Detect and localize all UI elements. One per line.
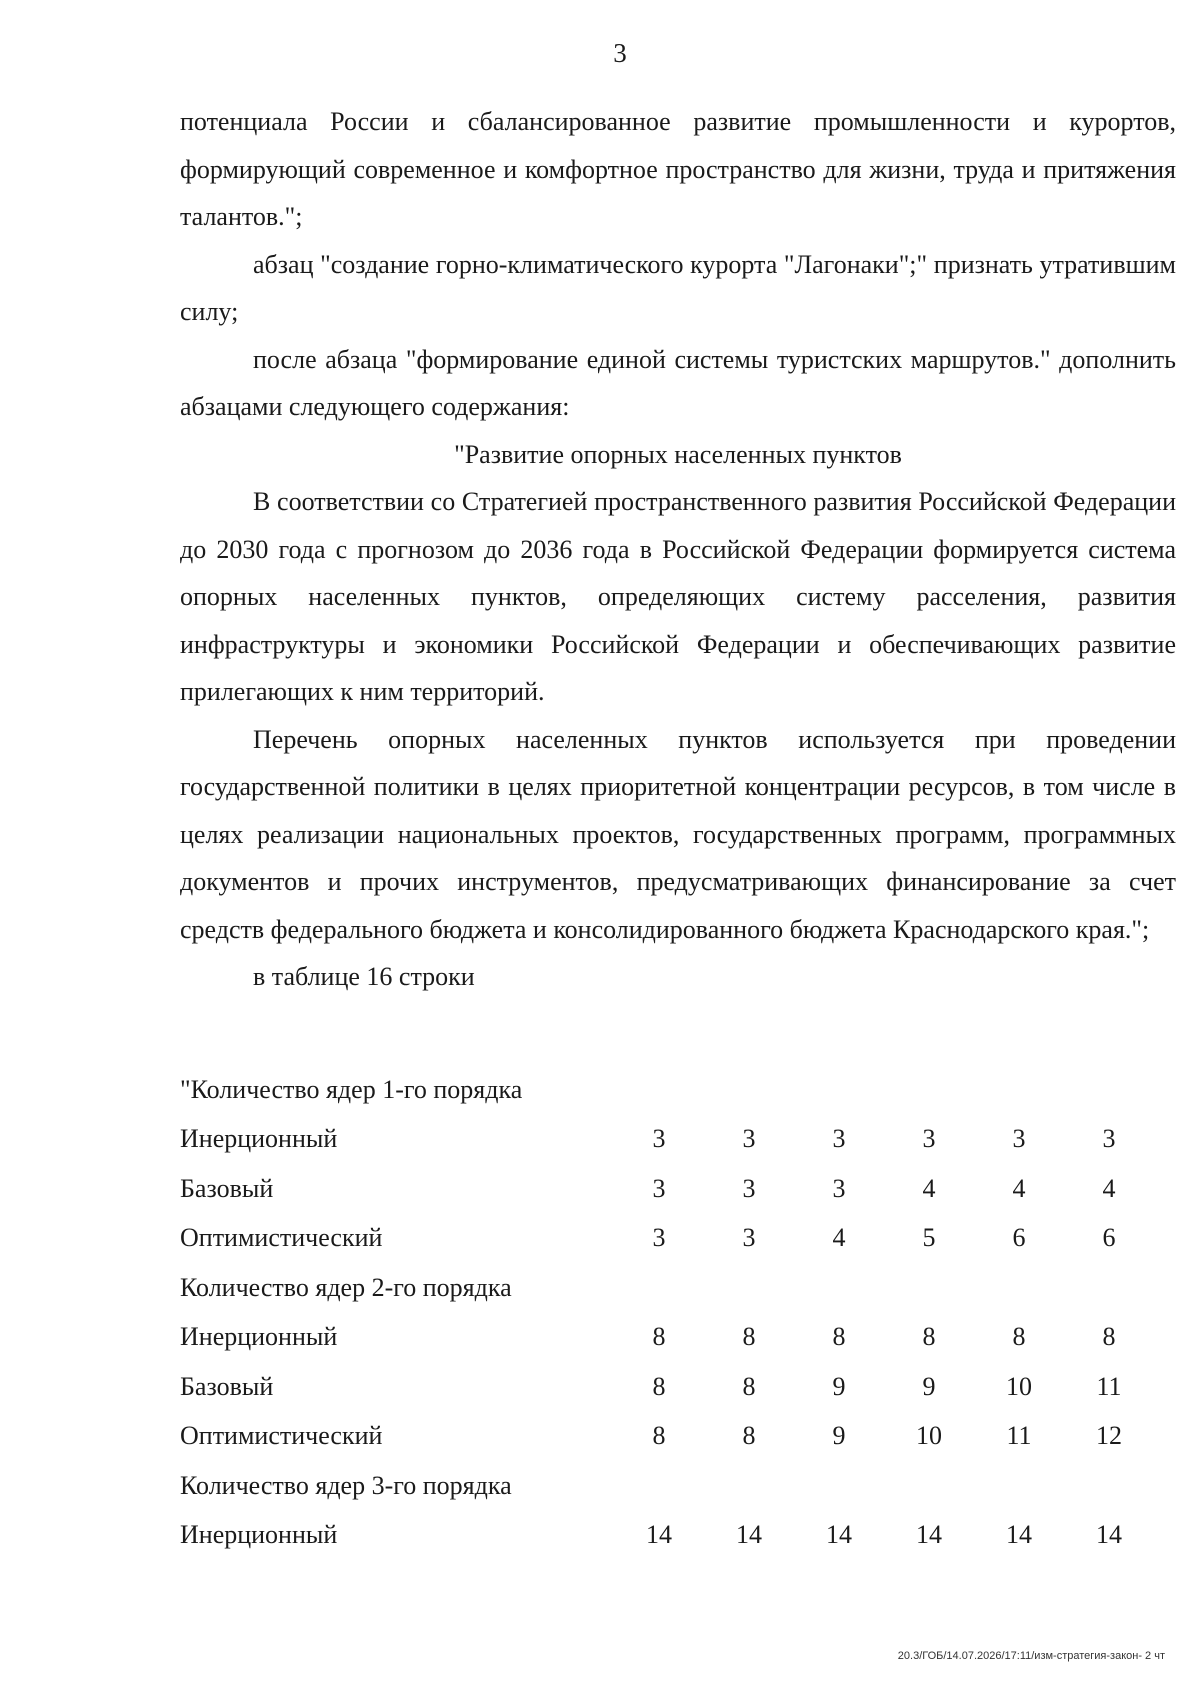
cell-value: 3 — [1012, 1124, 1026, 1154]
document-footer-code: 20.3/ГОБ/14.07.2026/17:11/изм-стратегия-закон- 2 чт — [897, 1650, 1165, 1662]
group-title: Количество ядер 2-го порядка — [180, 1272, 512, 1302]
paragraph: В соответствии со Стратегией пространственного развития Российской Федерации до 2030 года с прогнозом до 2036 года в Российской Федерации формируется система опорных населенных пунктов, определяющих систему расселения, развития инфраструктуры и экономики Российской Федерации и обеспечивающих развитие прилегающих к ним территорий. — [180, 487, 1176, 706]
paragraph: потенциала России и сбалансированное развитие промышленности и курортов, формирующий современное и комфортное пространство для жизни, труда и притяжения талантов."; — [180, 107, 1176, 231]
row-label: Базовый — [180, 1371, 274, 1401]
cell-value: 11 — [1096, 1371, 1122, 1401]
cell-value: 14 — [736, 1520, 762, 1550]
table-row — [180, 1511, 1154, 1561]
row-label: Инерционный — [180, 1520, 338, 1550]
cell-value: 14 — [826, 1520, 852, 1550]
group-title: Количество ядер 3-го порядка — [180, 1470, 512, 1500]
cell-value: 3 — [832, 1124, 846, 1154]
cell-value: 10 — [916, 1421, 942, 1451]
table-group-header — [180, 1263, 1154, 1313]
cell-value: 14 — [916, 1520, 942, 1550]
cell-value: 4 — [1102, 1173, 1116, 1203]
paragraph: абзац "создание горно-климатического курорта "Лагонаки";" признать утратившим силу; — [180, 249, 1176, 326]
row-label: Инерционный — [180, 1322, 338, 1352]
cell-value: 8 — [1012, 1322, 1026, 1352]
table-row — [180, 1115, 1154, 1165]
paragraph: после абзаца "формирование единой системы туристских маршрутов." дополнить абзацами следующего содержания: — [180, 344, 1176, 421]
table-group-header — [180, 1461, 1154, 1511]
row-label: Базовый — [180, 1173, 274, 1203]
cell-value: 3 — [652, 1223, 666, 1253]
cell-value: 3 — [742, 1223, 756, 1253]
cell-value: 3 — [742, 1173, 756, 1203]
cell-value: 8 — [652, 1371, 666, 1401]
page-number: 3 — [613, 38, 627, 68]
cell-value: 10 — [1006, 1371, 1032, 1401]
cell-value: 3 — [652, 1124, 666, 1154]
cell-value: 14 — [646, 1520, 672, 1550]
table-intro: в таблице 16 строки — [253, 962, 475, 991]
cell-value: 11 — [1006, 1421, 1032, 1451]
table-row — [180, 1412, 1154, 1462]
cell-value: 8 — [1102, 1322, 1116, 1352]
cell-value: 9 — [832, 1421, 846, 1451]
row-label: Инерционный — [180, 1124, 338, 1154]
cell-value: 6 — [1102, 1223, 1116, 1253]
table-row — [180, 1214, 1154, 1264]
table-group-header — [180, 1065, 1154, 1115]
cell-value: 9 — [832, 1371, 846, 1401]
row-label: Оптимистический — [180, 1421, 383, 1451]
row-label: Оптимистический — [180, 1223, 383, 1253]
group-title: "Количество ядер 1-го порядка — [180, 1074, 523, 1104]
indicator-table — [180, 1065, 1154, 1560]
cell-value: 8 — [832, 1322, 846, 1352]
cell-value: 5 — [922, 1223, 936, 1253]
cell-value: 3 — [922, 1124, 936, 1154]
document-body — [180, 98, 1176, 1001]
cell-value: 12 — [1096, 1421, 1122, 1451]
cell-value: 3 — [1102, 1124, 1116, 1154]
cell-value: 4 — [922, 1173, 936, 1203]
cell-value: 9 — [922, 1371, 936, 1401]
cell-value: 4 — [1012, 1173, 1026, 1203]
cell-value: 8 — [922, 1322, 936, 1352]
cell-value: 8 — [742, 1421, 756, 1451]
cell-value: 8 — [742, 1371, 756, 1401]
paragraph: Перечень опорных населенных пунктов используется при проведении государственной политики в целях приоритетной концентрации ресурсов, в том числе в целях реализации национальных проектов, государственных программ, программных документов и прочих инструментов, предусматривающих финансирование за счет средств федерального бюджета и консолидированного бюджета Краснодарского края."; — [180, 724, 1176, 944]
cell-value: 4 — [832, 1223, 846, 1253]
cell-value: 3 — [832, 1173, 846, 1203]
cell-value: 8 — [652, 1322, 666, 1352]
table-row — [180, 1362, 1154, 1412]
section-heading: "Развитие опорных населенных пунктов — [454, 439, 902, 469]
cell-value: 14 — [1096, 1520, 1122, 1550]
cell-value: 14 — [1006, 1520, 1032, 1550]
table-row — [180, 1313, 1154, 1363]
table-row — [180, 1164, 1154, 1214]
cell-value: 8 — [652, 1421, 666, 1451]
cell-value: 6 — [1012, 1223, 1026, 1253]
cell-value: 8 — [742, 1322, 756, 1352]
cell-value: 3 — [652, 1173, 666, 1203]
cell-value: 3 — [742, 1124, 756, 1154]
